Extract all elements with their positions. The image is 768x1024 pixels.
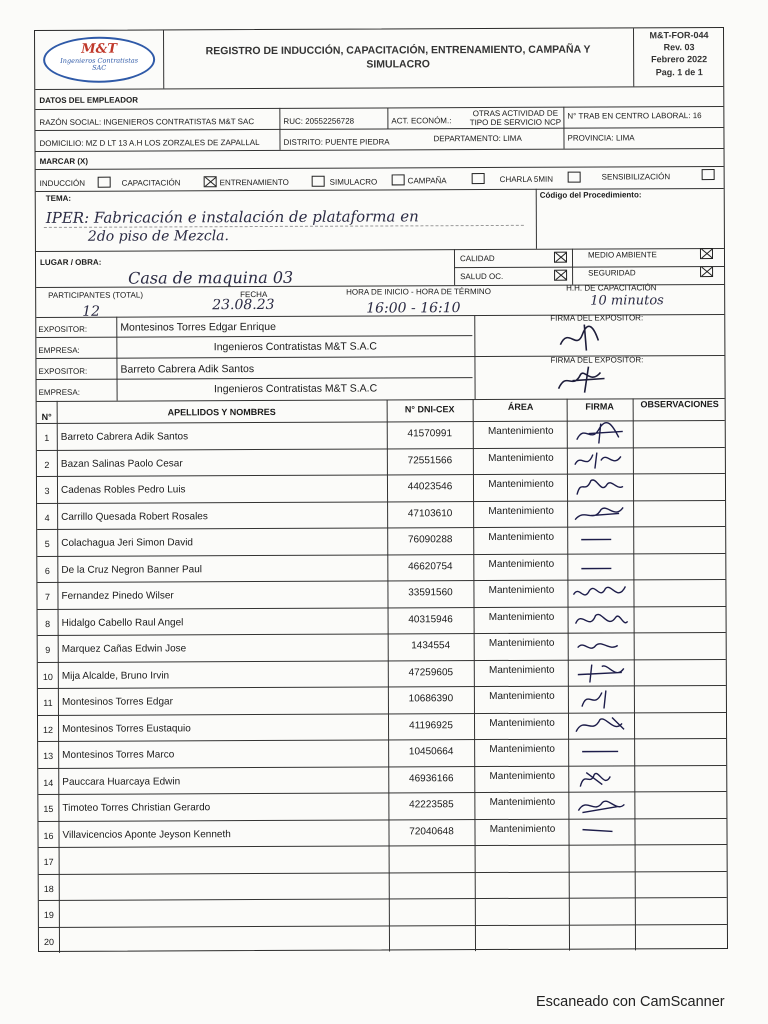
col-header-name: APELLIDOS Y NOMBRES	[167, 406, 276, 418]
participantes-label: PARTICIPANTES (TOTAL)	[48, 290, 144, 300]
row-number: 18	[43, 883, 54, 894]
form-date: Febrero 2022	[651, 54, 708, 65]
checkbox-entrenamiento[interactable]	[312, 176, 325, 187]
table-row	[38, 764, 726, 794]
participant-signature	[572, 819, 632, 841]
checkbox-medio-ambiente[interactable]	[700, 248, 713, 259]
row-number: 11	[43, 697, 53, 708]
lugar-label: LUGAR / OBRA:	[39, 257, 102, 267]
participant-name: Fernandez Pinedo Wilser	[61, 590, 174, 602]
expositor-2-signature	[554, 362, 614, 396]
expositor-1-name: Montesinos Torres Edgar Enrique	[120, 320, 276, 334]
option-sensibilizacion-label: SENSIBILIZACIÓN	[601, 172, 671, 182]
expositor-1-label: EXPOSITOR:	[38, 324, 88, 334]
checkbox-calidad[interactable]	[554, 252, 567, 263]
seguridad-label: SEGURIDAD	[588, 268, 636, 278]
form-code: M&T-FOR-044	[649, 30, 709, 41]
participant-dni: 44023546	[407, 481, 453, 493]
domicilio: DOMICILIO: MZ D LT 13 A.H LOS ZORZALES DE ZAPALLAL	[39, 138, 260, 148]
table-row	[39, 923, 727, 953]
participant-dni: 33591560	[408, 587, 453, 599]
table-row	[37, 473, 725, 503]
row-number: 15	[43, 803, 54, 814]
table-row	[39, 897, 727, 927]
expositor-1-signature	[554, 320, 614, 354]
codigo-procedimiento-label: Código del Procedimiento:	[539, 190, 642, 200]
row-number: 1	[44, 432, 50, 443]
departamento: DEPARTAMENTO: LIMA	[433, 133, 522, 144]
row-number: 16	[43, 830, 54, 841]
table-row	[37, 499, 725, 529]
hh-capacitacion-label: H.H. DE CAPACITACIÓN	[566, 283, 657, 293]
participant-name: Montesinos Torres Eustaquio	[62, 722, 191, 735]
participant-signature	[572, 686, 632, 708]
table-row	[37, 552, 725, 582]
firma-expositor-2-label: FIRMA DEL EXPOSITOR:	[550, 355, 644, 365]
participant-area: Mantenimiento	[489, 770, 556, 782]
fecha-handwritten-value: 23.08.23	[212, 296, 275, 314]
participant-area: Mantenimiento	[489, 743, 555, 756]
firma-expositor-1-label: FIRMA DEL EXPOSITOR:	[550, 313, 644, 323]
expositor-2-label: EXPOSITOR:	[38, 366, 88, 376]
option-induccion-label: INDUCCIÓN	[39, 178, 86, 188]
participant-signature	[571, 448, 631, 470]
participant-dni: 10450664	[408, 746, 454, 758]
n-trabajadores: N° TRAB EN CENTRO LABORAL: 16	[567, 111, 702, 121]
participant-area: Mantenimiento	[488, 531, 555, 544]
participant-dni: 46936166	[408, 772, 454, 784]
logo-subtitle	[45, 57, 153, 72]
checkbox-capacitacion[interactable]	[204, 176, 217, 187]
participant-area: Mantenimiento	[488, 637, 555, 650]
participant-name: Montesinos Torres Edgar	[61, 696, 173, 708]
tema-handwritten-line-2: 2do piso de Mezcla.	[87, 228, 229, 245]
participant-dni: 41196925	[409, 719, 453, 731]
registration-form	[34, 27, 728, 952]
form-title-line-2: SIMULACRO	[366, 58, 430, 71]
hh-handwritten-value: 10 minutos	[590, 293, 664, 309]
participant-area: Mantenimiento	[488, 611, 555, 623]
table-row	[38, 632, 726, 662]
participant-signature	[572, 633, 632, 655]
empresa-2-name: Ingenieros Contratistas M&T S.A.C	[213, 382, 378, 396]
row-number: 14	[43, 777, 54, 788]
col-header-firma: FIRMA	[585, 401, 614, 412]
participant-signature	[572, 713, 632, 735]
row-number: 5	[44, 538, 50, 549]
distrito: DISTRITO: PUENTE PIEDRA	[283, 137, 390, 147]
table-row	[37, 579, 725, 609]
participant-dni: 47259605	[408, 666, 454, 678]
participant-signature	[571, 421, 631, 443]
participant-area: Mantenimiento	[488, 452, 554, 464]
participant-area: Mantenimiento	[488, 478, 554, 491]
employer-section-label: DATOS DEL EMPLEADOR	[39, 95, 139, 105]
company-logo	[43, 36, 155, 82]
table-row	[38, 791, 726, 821]
participant-signature	[571, 554, 631, 576]
table-row	[38, 738, 726, 768]
table-row	[37, 446, 725, 476]
participant-signature	[571, 580, 631, 602]
participant-dni: 47103610	[407, 507, 453, 519]
participant-signature	[571, 474, 631, 496]
row-number: 10	[42, 671, 53, 682]
logo-subtitle-line-1: Ingenieros Contratistas	[60, 56, 139, 65]
table-row	[37, 420, 725, 450]
participant-signature	[572, 660, 632, 682]
participant-signature	[571, 501, 631, 523]
table-row	[38, 658, 726, 688]
empresa-2-label: EMPRESA:	[38, 387, 80, 397]
hora-label: HORA DE INICIO - HORA DE TÉRMINO	[346, 287, 491, 297]
row-number: 8	[45, 618, 51, 629]
participant-name: Timoteo Torres Christian Gerardo	[62, 802, 211, 814]
lugar-handwritten-value: Casa de maquina 03	[128, 267, 294, 288]
row-number: 4	[44, 512, 50, 523]
medio-ambiente-label: MEDIO AMBIENTE	[587, 250, 657, 260]
expositor-2-name: Barreto Cabrera Adik Santos	[120, 363, 255, 376]
table-row	[37, 526, 725, 556]
participant-name: Cadenas Robles Pedro Luis	[60, 484, 186, 496]
form-title-line-1: REGISTRO DE INDUCCIÓN, CAPACITACIÓN, ENTRENAMIENTO, CAMPAÑA Y	[205, 43, 591, 58]
table-row	[38, 685, 726, 715]
participant-area: Mantenimiento	[488, 505, 554, 517]
participant-dni: 72040648	[409, 825, 454, 837]
row-number: 19	[43, 909, 54, 920]
checkbox-seguridad[interactable]	[700, 266, 713, 277]
empresa-1-name: Ingenieros Contratistas M&T S.A.C	[213, 340, 378, 354]
option-simulacro-label: SIMULACRO	[329, 177, 378, 187]
participant-dni: 76090288	[407, 534, 453, 546]
ruc: RUC: 20552256728	[283, 116, 355, 126]
checkbox-charla[interactable]	[568, 172, 581, 183]
fecha-label: FECHA	[240, 289, 268, 300]
participant-dni: 40315946	[408, 613, 453, 625]
participant-dni: 41570991	[407, 428, 453, 440]
act-econom-value-1: OTRAS ACTIVIDAD DE	[472, 108, 559, 119]
participant-name: Hidalgo Cabello Raul Angel	[61, 616, 184, 629]
table-row	[39, 870, 727, 900]
col-header-observaciones: OBSERVACIONES	[640, 399, 719, 410]
table-row	[39, 844, 727, 874]
option-entrenamiento-label: ENTRENAMIENTO	[219, 177, 289, 188]
table-row	[38, 605, 726, 635]
option-capacitacion-label: CAPACITACIÓN	[121, 178, 181, 188]
col-header-dni: N° DNI-CEX	[404, 404, 455, 415]
participant-name: Barreto Cabrera Adik Santos	[60, 431, 189, 443]
participant-name: Bazan Salinas Paolo Cesar	[60, 457, 183, 470]
row-number: 12	[43, 724, 54, 735]
calidad-label: CALIDAD	[459, 253, 495, 264]
row-number: 20	[43, 936, 54, 947]
table-row	[38, 817, 726, 847]
participantes-handwritten-value: 12	[82, 303, 101, 320]
participant-name: Montesinos Torres Marco	[62, 749, 175, 761]
participant-area: Mantenimiento	[489, 717, 555, 729]
participant-area: Mantenimiento	[488, 558, 555, 570]
participant-signature	[572, 766, 632, 788]
checkbox-simulacro[interactable]	[392, 174, 405, 185]
checkbox-sensibilizacion[interactable]	[702, 169, 715, 180]
col-header-area: ÁREA	[507, 401, 534, 412]
participant-name: Pauccara Huarcaya Edwin	[62, 775, 181, 788]
row-number: 13	[43, 750, 54, 761]
logo-subtitle-line-2: SAC	[92, 63, 107, 72]
option-charla-label: CHARLA 5MIN	[499, 174, 554, 184]
participant-dni: 10686390	[408, 693, 454, 705]
participant-signature	[572, 792, 632, 814]
participant-signature	[572, 739, 632, 761]
option-campana-label: CAMPAÑA	[407, 176, 447, 186]
participant-signature	[572, 607, 632, 629]
row-number: 9	[45, 644, 51, 655]
table-row	[38, 711, 726, 741]
hora-handwritten-value: 16:00 - 16:10	[366, 300, 461, 317]
logo-brand: M&T	[81, 41, 118, 57]
form-page: Pag. 1 de 1	[655, 67, 703, 78]
col-header-n: N°	[41, 411, 52, 422]
participant-area: Mantenimiento	[488, 664, 555, 676]
scanner-watermark: Escaneado con CamScanner	[536, 994, 725, 1010]
row-number: 6	[44, 565, 50, 576]
participant-name: Carrillo Quesada Robert Rosales	[61, 510, 208, 523]
participant-name: De la Cruz Negron Banner Paul	[61, 563, 203, 576]
tema-label: TEMA:	[45, 193, 72, 203]
participant-name: Colachagua Jeri Simon David	[61, 537, 193, 549]
empresa-1-label: EMPRESA:	[38, 345, 80, 355]
row-number: 3	[44, 485, 50, 496]
marcar-label: MARCAR (X)	[39, 156, 89, 166]
salud-label: SALUD OC.	[460, 271, 504, 282]
participant-area: Mantenimiento	[488, 584, 555, 597]
participant-dni: 1434554	[411, 640, 451, 652]
razon-social: RAZÓN SOCIAL: INGENIEROS CONTRATISTAS M&T SAC	[39, 117, 255, 127]
checkbox-induccion[interactable]	[98, 177, 111, 188]
checkbox-campana[interactable]	[472, 173, 485, 184]
row-number: 2	[44, 459, 50, 470]
participant-name: Villavicencios Aponte Jeyson Kenneth	[62, 828, 231, 841]
tema-handwritten-line-1: IPER: Fabricación e instalación de plataforma en	[45, 207, 419, 227]
participant-area: Mantenimiento	[489, 823, 556, 835]
participant-area: Mantenimiento	[487, 425, 554, 438]
act-econom-value-2: TIPO DE SERVICIO NCP	[469, 117, 562, 128]
form-revision: Rev. 03	[663, 42, 695, 53]
participant-name: Mija Alcalde, Bruno Irvin	[61, 669, 170, 682]
provincia: PROVINCIA: LIMA	[567, 133, 635, 143]
participant-signature	[571, 527, 631, 549]
row-number: 7	[44, 591, 50, 602]
participant-name: Marquez Cañas Edwin Jose	[61, 643, 187, 655]
participant-area: Mantenimiento	[489, 796, 556, 809]
row-number: 17	[43, 856, 54, 867]
participant-dni: 46620754	[408, 560, 453, 572]
participant-area: Mantenimiento	[489, 690, 555, 703]
act-econom-label: ACT. ECONÓM.:	[391, 116, 452, 126]
checkbox-salud[interactable]	[554, 270, 567, 281]
participant-dni: 72551566	[407, 454, 453, 466]
participant-dni: 42223585	[409, 799, 454, 811]
